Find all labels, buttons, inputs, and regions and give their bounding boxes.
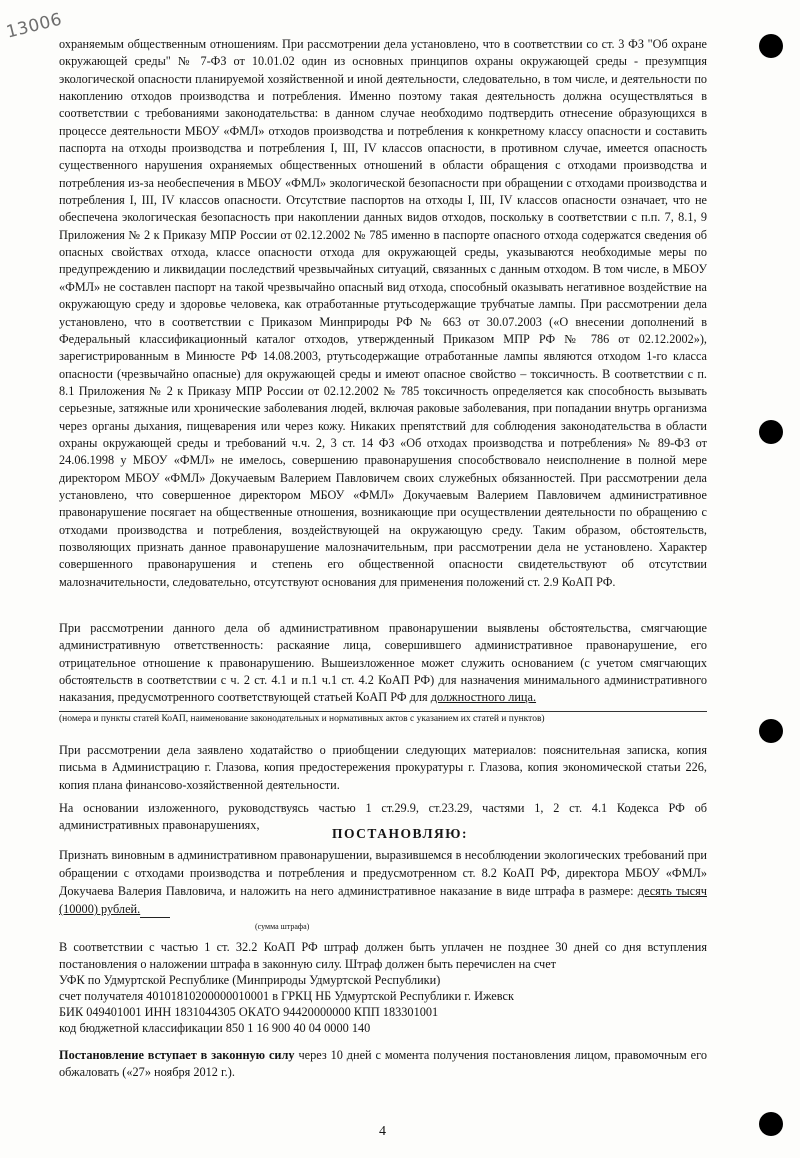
paragraph-effective-date [59, 1047, 707, 1081]
paragraph-mitigating-text: При рассмотрении данного дела об административном правонарушении выявлены обстоятельства, смягчающие административную ответственность: раскаяние лица, совершившего административное правонарушение, его отрицательное отношение к правонарушению. Вышеизложенное может служить основанием (с учетом смягчающих обстоятельств в соответствии с ч. 2 ст. 4.1 и п.1 ч.1 ст. 4.2 КоАП РФ) для назначения минимального административного наказания, предусмотренного соответствующей статьей КоАП РФ для [59, 621, 707, 705]
fine-caption: (сумма штрафа) [255, 922, 310, 931]
punch-hole-2 [759, 420, 783, 444]
payment-recipient: УФК по Удмуртской Республике (Минприроды Удмуртской Республики) [59, 973, 441, 987]
punch-hole-4 [759, 1112, 783, 1136]
punch-hole-3 [759, 719, 783, 743]
articles-caption: (номера и пункты статей КоАП, наименование законодательных и нормативных актов с указанием их статей и пунктов) [59, 711, 707, 725]
effective-date-rest: через 10 дней с момента получения постановления лицом, правомочным его обжаловать («27» ноября 2012 г.). [59, 1048, 707, 1079]
punch-hole-1 [759, 34, 783, 58]
paragraph-payment-terms: В соответствии с частью 1 ст. 32.2 КоАП РФ штраф должен быть уплачен не позднее 30 дней со дня вступления постановления о наложении штрафа в законную силу. Штраф должен быть перечислен на счет [59, 940, 707, 971]
payment-kbk: код бюджетной классификации 850 1 16 900 40 04 0000 140 [59, 1021, 371, 1035]
fine-underline [140, 906, 170, 918]
handwritten-note: 13006 [4, 9, 65, 43]
fine-amount: десять тысяч (10000) рублей. [59, 884, 707, 916]
paragraph-decision-text: Признать виновным в административном правонарушении, выразившемся в несоблюдении экологических требований при обращении с отходами производства и потребления и предусмотренном ст. 8.2 КоАП РФ, директора МБОУ «ФМЛ» Докучаева Валерия Павловича, и наложить на него административное наказание в [59, 848, 707, 898]
paragraph-decision [59, 846, 707, 918]
payment-bik: БИК 049401001 ИНН 1831044305 ОКАТО 94420000000 КПП 183301001 [59, 1005, 439, 1019]
paragraph-mitigating-circumstances [59, 620, 707, 706]
paragraph-grounds: На основании изложенного, руководствуясь частью 1 ст.29.9, ст.23.29, частями 1, 2 ст. 4.1 Кодекса РФ об административных правонарушениях, [59, 801, 707, 833]
resolution-heading: ПОСТАНОВЛЯЮ: [332, 826, 468, 841]
paragraph-mitigating-tail: должностного лица. [430, 690, 537, 705]
effective-date-bold: Постановление вступает в законную силу [59, 1048, 295, 1062]
payment-account: счет получателя 40101810200000010001 в ГРКЦ НБ Удмуртской Республики г. Ижевск [59, 989, 514, 1003]
fine-prefix: виде штрафа в размере: [506, 884, 634, 898]
paragraph-petition: При рассмотрении дела заявлено ходатайство о приобщении следующих материалов: пояснительная записка, копия письма в Администрацию г. Глазова, копия предостережения прокуратуры г. Глазова, копия экономической статьи 226, копия плана финансово-хозяйственной деятельности. [59, 743, 707, 792]
paragraph-main: охраняемым общественным отношениям. При рассмотрении дела установлено, что в соответствии со ст. 3 ФЗ "Об охране окружающей среды" № 7-ФЗ от 10.01.02 один из основных принципов охраны окружающей среды - презумпция экологической опасности планируемой хозяйственной и иной деятельности, следовательно, в том числе, и деятельности по накоплению отходов производства и потребления. Именно поэтому такая деятельность должна осуществляться в соответствии с требованиями законодательства: в данном случае необходимо подтвердить отнесение образующихся в процессе деятельности МБОУ «ФМЛ» отходов производства и потребления к конкретному классу опасности и составить паспорта на отходы производства и потребления I, III, IV классов опасности, в противном случае, имеется опасность существенного нарушения охраняемых общественных отношений в области обращения с отходами производства и потребления из-за необеспечения в МБОУ «ФМЛ» экологической безопасности при обращении с отходами производства и потребления I, III, IV классов опасности. Отсутствие паспортов на отходы I, III, IV классов опасности означает, что не обеспечена экологическая безопасность при накоплении данных видов отходов, поскольку в соответствии с п.п. 7, 8.1, 9 Приложения № 2 к Приказу МПР России от 02.12.2002 № 785 именно в паспорте опасного отхода содержатся сведения об опасных свойствах отхода, классе опасности отхода для окружающей среды, указываются необходимые меры по предупреждению и ликвидации последствий чрезвычайных ситуаций, связанных с данным отходом. В том числе, в МБОУ «ФМЛ» не составлен паспорт на такой чрезвычайно опасный вид отхода, способный оказывать негативное воздействие на окружающую среду и здоровье человека, как отработанные ртутьсодержащие трубчатые лампы. При рассмотрении дела установлено, что в соответствии с Приказом Минприроды РФ № 663 от 30.07.2003 («О внесении дополнений в Федеральный классификационный каталог отходов, утвержденный Приказом МПР РФ № 786 от 02.12.2002»), зарегистрированным в Минюсте РФ 14.08.2003, ртутьсодержащие отработанные лампы являются отходом 1-го класса опасности (чрезвычайно опасные) для окружающей среды и имеют опасное свойство – токсичность. В соответствии с п. 8.1 Приложения № 2 к Приказу МПР России от 02.12.2002 № 785 токсичность определяется как способность вызывать серьезные, затяжные или хронические заболевания людей, включая раковые заболевания, при попадании внутрь организма через органы дыхания, пищеварения или через кожу. Никаких препятствий для соблюдения законодательства в области охраны окружающей среды и требований ч.ч. 2, 3 ст. 14 ФЗ «Об отходах производства и потребления» № 89-ФЗ от 24.06.1998 у МБОУ «ФМЛ» не имелось, совершению правонарушения способствовало неисполнение в полной мере директором МБОУ «ФМЛ» Докучаевым Валерием Павловичем своих служебных обязанностей. При рассмотрении дела установлено, что совершенное директором МБОУ «ФМЛ» Докучаевым Валерием Павловичем административное правонарушение посягает на общественные отношения, возникающие при осуществлении деятельности по обращению с отходами производства и потребления, воздействующей на окружающую среду. Таким образом, обстоятельств, позволяющих признать данное правонарушение малозначительным, при рассмотрении дела не установлено. Характер совершенного правонарушения и степень его общественной опасности свидетельствуют об отсутствии малозначительности, следовательно, отсутствуют основания для применения положений ст. 2.9 КоАП РФ. [59, 37, 707, 589]
page-number: 4 [379, 1124, 386, 1139]
